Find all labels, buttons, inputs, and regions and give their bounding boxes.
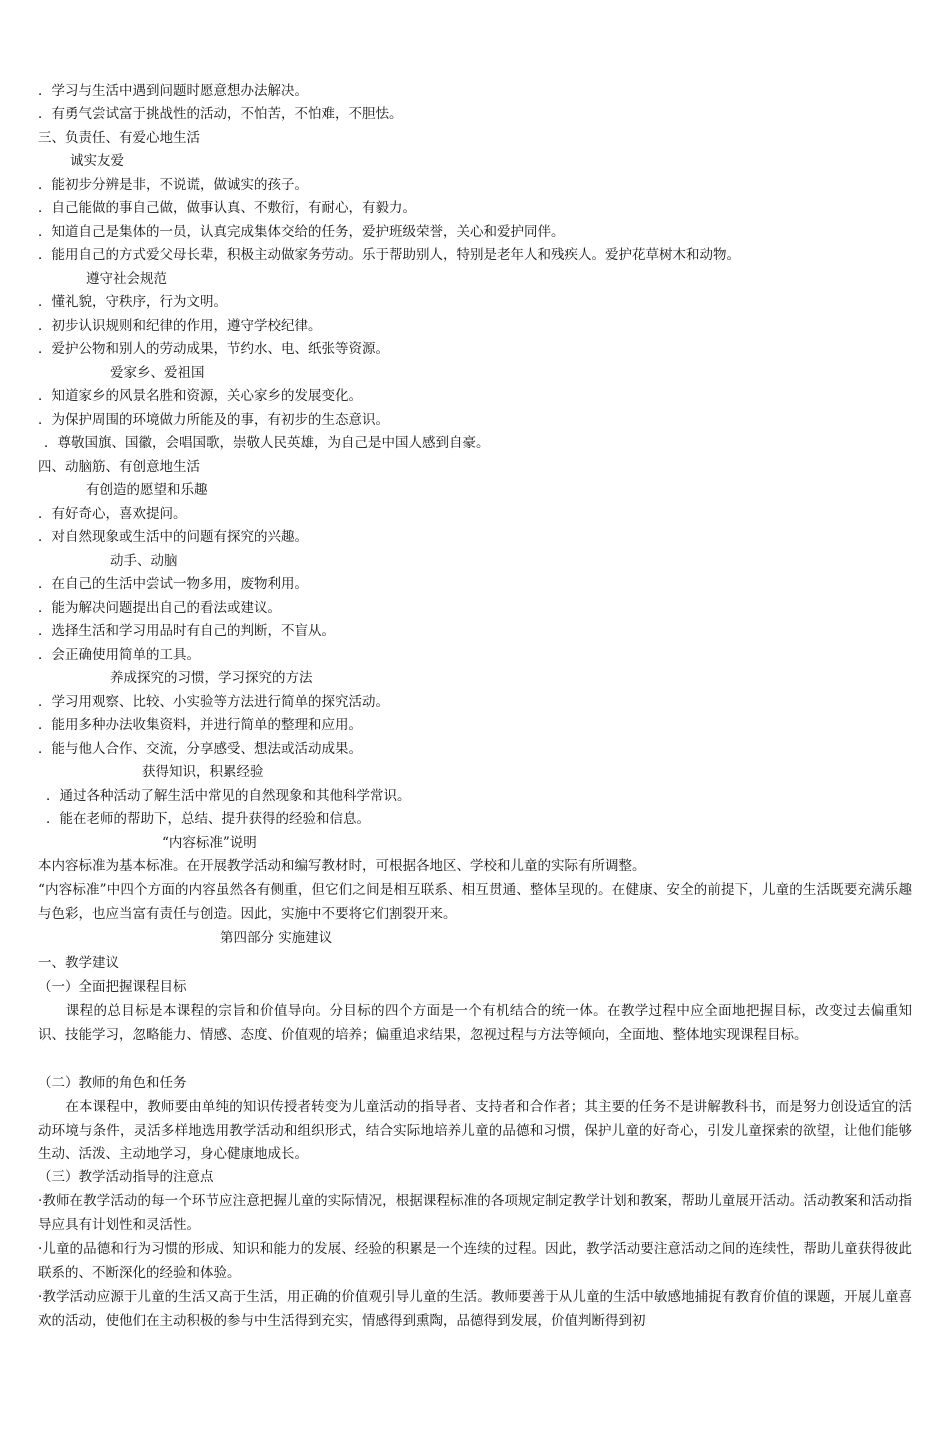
text-line: ．有好奇心，喜欢提问。 — [38, 506, 187, 522]
text-line: ．自己能做的事自己做，做事认真、不敷衍，有耐心，有毅力。 — [38, 200, 416, 216]
bullet-paragraph: ·教师在教学活动的每一个环节应注意把握儿童的实际情况，根据课程标准的各项规定制定教学计划和教案，帮助儿童展开活动。活动教案和活动指导应具有计划性和灵活性。 — [38, 1193, 912, 1233]
text-line: 本内容标准为基本标准。在开展教学活动和编写教材时，可根据各地区、学校和儿童的实际有所调整。 — [38, 858, 646, 874]
text-line: ．初步认识规则和纪律的作用，遵守学校纪律。 — [38, 318, 322, 334]
subsection-heading: 诚实友爱 — [70, 153, 124, 169]
paragraph: “内容标准”中四个方面的内容虽然各有侧重，但它们之间是相互联系、相互贯通、整体呈现的。在健康、安全的前提下，儿童的生活既要充满乐趣与色彩，也应当富有责任与创造。因此，实施中不要将它们割裂开来。 — [38, 882, 912, 922]
text-line: ．有勇气尝试富于挑战性的活动，不怕苦，不怕难，不胆怯。 — [38, 106, 403, 122]
text-line: ．会正确使用简单的工具。 — [38, 647, 200, 663]
text-line: ．能初步分辨是非，不说谎，做诚实的孩子。 — [38, 177, 308, 193]
text-line: ．能用自己的方式爱父母长辈，积极主动做家务劳动。乐于帮助别人，特别是老年人和残疾人。爱护花草树木和动物。 — [38, 247, 740, 263]
subsection-heading: “内容标准”说明 — [162, 835, 257, 851]
text-line: ．爱护公物和别人的劳动成果，节约水、电、纸张等资源。 — [38, 341, 389, 357]
subsection-heading: （一）全面把握课程目标 — [38, 979, 187, 995]
subsection-heading: 养成探究的习惯，学习探究的方法 — [110, 670, 313, 686]
subsection-heading: 有创造的愿望和乐趣 — [86, 482, 208, 498]
paragraph: 在本课程中，教师要由单纯的知识传授者转变为儿童活动的指导者、支持者和合作者；其主要的任务不是讲解教科书，而是努力创设适宜的活动环境与条件，灵活多样地选用教学活动和组织形式，结合实际地培养儿童的品德和习惯，保护儿童的好奇心，引发儿童探索的欲望，让他们能够生动、活泼、主动地学习，身心健康地成长。 — [38, 1099, 912, 1162]
subsection-heading: （二）教师的角色和任务 — [38, 1075, 187, 1091]
subsection-heading: 遵守社会规范 — [86, 271, 167, 287]
text-line: ．能用多种办法收集资料，并进行简单的整理和应用。 — [38, 717, 362, 733]
section-heading: 一、教学建议 — [38, 955, 119, 971]
part-heading: 第四部分 实施建议 — [220, 930, 333, 946]
subsection-heading: 动手、动脑 — [110, 553, 178, 569]
text-line: ．知道自己是集体的一员，认真完成集体交给的任务，爱护班级荣誉，关心和爱护同伴。 — [38, 224, 565, 240]
text-line: ．为保护周围的环境做力所能及的事，有初步的生态意识。 — [38, 412, 389, 428]
section-heading: 四、动脑筋、有创意地生活 — [38, 459, 200, 475]
text-line: ．懂礼貌，守秩序，行为文明。 — [38, 294, 227, 310]
text-line: ．能在老师的帮助下，总结、提升获得的经验和信息。 — [46, 811, 370, 827]
text-line: ．尊敬国旗、国徽，会唱国歌，崇敬人民英雄，为自己是中国人感到自豪。 — [44, 435, 490, 451]
subsection-heading: 获得知识，积累经验 — [142, 764, 264, 780]
section-heading: 三、负责任、有爱心地生活 — [38, 130, 200, 146]
text-line: ．在自己的生活中尝试一物多用，废物利用。 — [38, 576, 308, 592]
text-line: ．选择生活和学习用品时有自己的判断，不盲从。 — [38, 623, 335, 639]
subsection-heading: （三）教学活动指导的注意点 — [38, 1169, 214, 1185]
text-line: ．通过各种活动了解生活中常见的自然现象和其他科学常识。 — [46, 788, 411, 804]
text-line: ．能为解决问题提出自己的看法或建议。 — [38, 600, 281, 616]
subsection-heading: 爱家乡、爱祖国 — [110, 365, 205, 381]
bullet-paragraph: ·儿童的品德和行为习惯的形成、知识和能力的发展、经验的积累是一个连续的过程。因此，教学活动要注意活动之间的连续性，帮助儿童获得彼此联系的、不断深化的经验和体验。 — [38, 1241, 912, 1281]
bullet-paragraph: ·教学活动应源于儿童的生活又高于生活，用正确的价值观引导儿童的生活。教师要善于从儿童的生活中敏感地捕捉有教育价值的课题，开展儿童喜欢的活动，使他们在主动积极的参与中生活得到充实，情感得到熏陶，品德得到发展，价值判断得到初 — [38, 1289, 912, 1329]
text-line: ．知道家乡的风景名胜和资源，关心家乡的发展变化。 — [38, 388, 362, 404]
text-line: ．学习用观察、比较、小实验等方法进行简单的探究活动。 — [38, 694, 389, 710]
text-line: ．对自然现象或生活中的问题有探究的兴趣。 — [38, 529, 308, 545]
paragraph: 课程的总目标是本课程的宗旨和价值导向。分目标的四个方面是一个有机结合的统一体。在教学过程中应全面地把握目标，改变过去偏重知识、技能学习，忽略能力、情感、态度、价值观的培养；偏重追求结果，忽视过程与方法等倾向，全面地、整体地实现课程目标。 — [38, 1003, 912, 1043]
text-line: ．学习与生活中遇到问题时愿意想办法解决。 — [38, 83, 308, 99]
text-line: ．能与他人合作、交流，分享感受、想法或活动成果。 — [38, 741, 362, 757]
